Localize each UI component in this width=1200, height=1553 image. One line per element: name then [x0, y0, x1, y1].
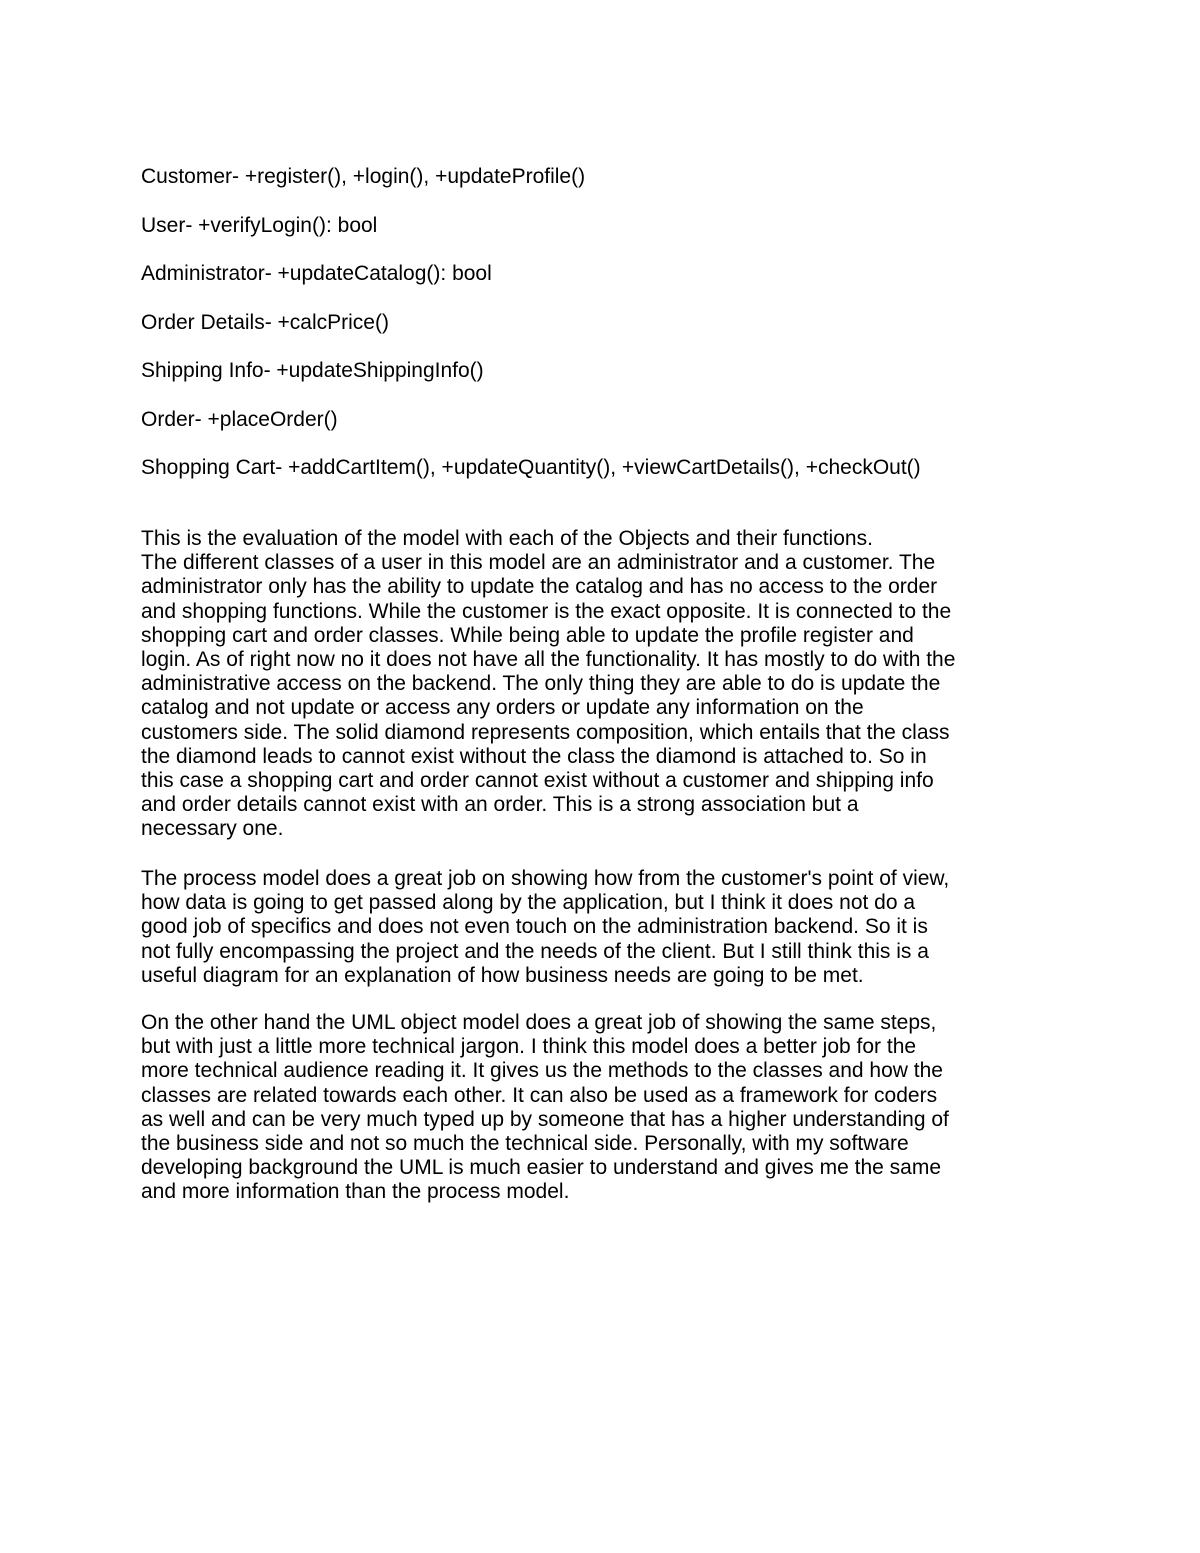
- text-line: but with just a little more technical jargon. I think this model does a better job for the: [141, 1035, 917, 1059]
- text-line: administrative access on the backend. The only thing they are able to do is update the: [141, 672, 941, 696]
- text-line: On the other hand the UML object model does a great job of showing the same steps,: [141, 1011, 937, 1034]
- text-line: login. As of right now no it does not have all the functionality. It has mostly to do with the: [141, 648, 956, 672]
- text-line: customers side. The solid diamond represents composition, which entails that the class: [141, 720, 950, 744]
- text-line: and more information than the process model.: [141, 1180, 570, 1204]
- text-line: as well and can be very much typed up by someone that has a higher understanding of: [141, 1107, 949, 1131]
- method-line-administrator: Administrator- +updateCatalog(): bool: [141, 262, 492, 285]
- text-line: shopping cart and order classes. While being able to update the profile register and: [141, 623, 914, 647]
- text-line: how data is going to get passed along by the application, but I think it does not do a: [141, 891, 916, 915]
- text-line: the diamond leads to cannot exist without the class the diamond is attached to. So in: [141, 744, 927, 768]
- process-model-paragraph: [141, 867, 1081, 988]
- text-line: The process model does a great job on showing how from the customer's point of view,: [141, 867, 950, 890]
- class-methods-list: [141, 162, 1101, 502]
- text-line: and order details cannot exist with an order. This is a strong association but a: [141, 793, 859, 817]
- method-line-order: Order- +placeOrder(): [141, 407, 338, 431]
- text-line: the business side and not so much the technical side. Personally, with my software: [141, 1132, 909, 1156]
- text-line: necessary one.: [141, 817, 284, 841]
- text-line: classes are related towards each other. It can also be used as a framework for coders: [141, 1083, 938, 1107]
- text-line: this case a shopping cart and order cannot exist without a customer and shipping info: [141, 769, 934, 793]
- text-line: and shopping functions. While the customer is the exact opposite. It is connected to the: [141, 599, 952, 623]
- text-line: not fully encompassing the project and the needs of the client. But I still think this is a: [141, 939, 929, 963]
- method-line-shipping-info: Shipping Info- +updateShippingInfo(): [141, 359, 484, 382]
- method-line-order-details: Order Details- +calcPrice(): [141, 310, 389, 334]
- text-line: good job of specifics and does not even touch on the administration backend. So it is: [141, 915, 928, 939]
- text-line: useful diagram for an explanation of how business needs are going to be met.: [141, 963, 864, 987]
- text-line: The different classes of a user in this model are an administrator and a customer. The: [141, 551, 936, 575]
- text-line: developing background the UML is much easier to understand and gives me the same: [141, 1156, 942, 1180]
- uml-model-paragraph: [141, 1011, 1081, 1205]
- method-line-customer: Customer- +register(), +login(), +updateProfile(): [141, 165, 586, 188]
- text-line: catalog and not update or access any orders or update any information on the: [141, 696, 864, 720]
- evaluation-paragraph: [141, 527, 1081, 842]
- text-line: more technical audience reading it. It gives us the methods to the classes and how the: [141, 1059, 943, 1083]
- text-line: This is the evaluation of the model with each of the Objects and their functions.: [141, 527, 873, 550]
- method-line-user: User- +verifyLogin(): bool: [141, 213, 378, 237]
- method-line-shopping-cart: Shopping Cart- +addCartItem(), +updateQuantity(), +viewCartDetails(), +checkOut(): [141, 456, 921, 479]
- text-line: administrator only has the ability to update the catalog and has no access to the order: [141, 575, 938, 599]
